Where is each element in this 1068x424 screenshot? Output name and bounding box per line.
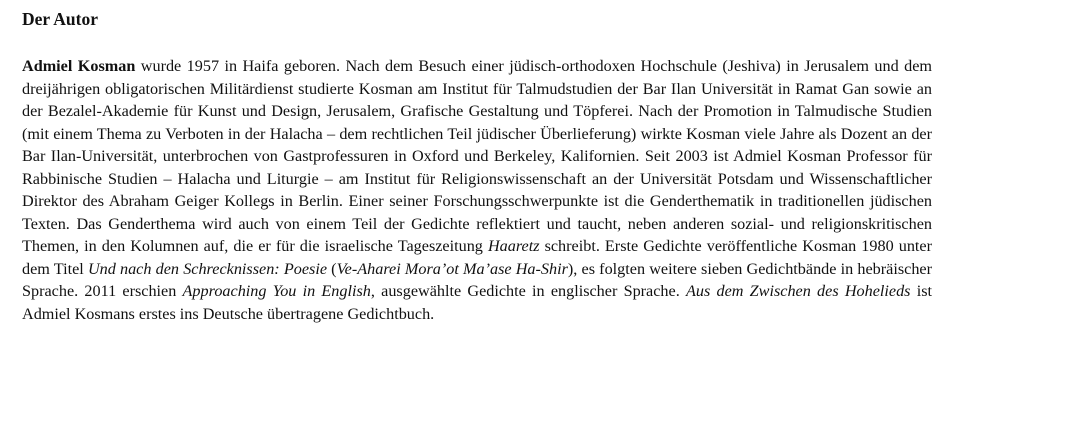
book-title-english: Approaching You in English <box>182 282 371 300</box>
book-title-hebrew: Ve-Aharei Mora’ot Ma’ase Ha-Shir <box>336 259 568 278</box>
newspaper-title: Haaretz <box>487 237 540 255</box>
bio-text-6: ist Admiel Kosmans erstes ins Deutsche übertragene Gedichtbuch. <box>22 282 932 323</box>
bio-text-5: , ausgewählte Gedichte in englischer Sprache. <box>370 282 686 300</box>
author-name: Admiel Kosman <box>22 57 136 75</box>
book-title-first: Und nach den Schrecknissen: Poesie <box>87 259 327 278</box>
author-biography-paragraph <box>22 55 932 325</box>
book-title-german: Aus dem Zwischen des Hohelieds <box>685 282 911 300</box>
document-page <box>22 0 932 325</box>
bio-text-2: schreibt. Erste Gedichte veröffentliche Kosman 1980 unter dem Titel <box>22 237 932 278</box>
section-heading: Der Autor <box>22 9 98 29</box>
bio-text-1: wurde 1957 in Haifa geboren. Nach dem Besuch einer jüdisch-orthodoxen Hochschule (Jeshiva) in Jerusalem und dem dreijährigen obligatorischen Militärdienst studierte Kosman am Institut für Talmudstudien der Bar Ilan Universität in Ramat Gan sowie an der Bezalel-Akademie für Kunst und Design, Jerusalem, Grafische Gestaltung und Töpferei. Nach der Promotion in Talmudische Studien (mit einem Thema zu Verboten in der Halacha – dem rechtlichen Teil jüdischer Überlieferung) wirkte Kosman viele Jahre als Dozent an der Bar Ilan-Universität, unterbrochen von Gastprofessuren in Oxford und Berkeley, Kalifornien. Seit 2003 ist Admiel Kosman Professor für Rabbinische Studien – Halacha und Liturgie – am Institut für Religionswissenschaft an der Universität Potsdam und Wissenschaftlicher Direktor des Abraham Geiger Kollegs in Berlin. Einer seiner Forschungsschwerpunkte ist die Genderthematik in traditionellen jüdischen Texten. Das Genderthema wird auch von einem Teil der Gedichte reflektiert und taucht, neben anderen sozial- und religionskritischen Themen, in den Kolumnen auf, die er für die israelische Tageszeitung <box>22 57 932 255</box>
bio-text-3: ( <box>327 259 337 278</box>
bio-text-4: ), es folgten weitere sieben Gedichtbände in hebräischer Sprache. 2011 erschien <box>22 259 932 300</box>
